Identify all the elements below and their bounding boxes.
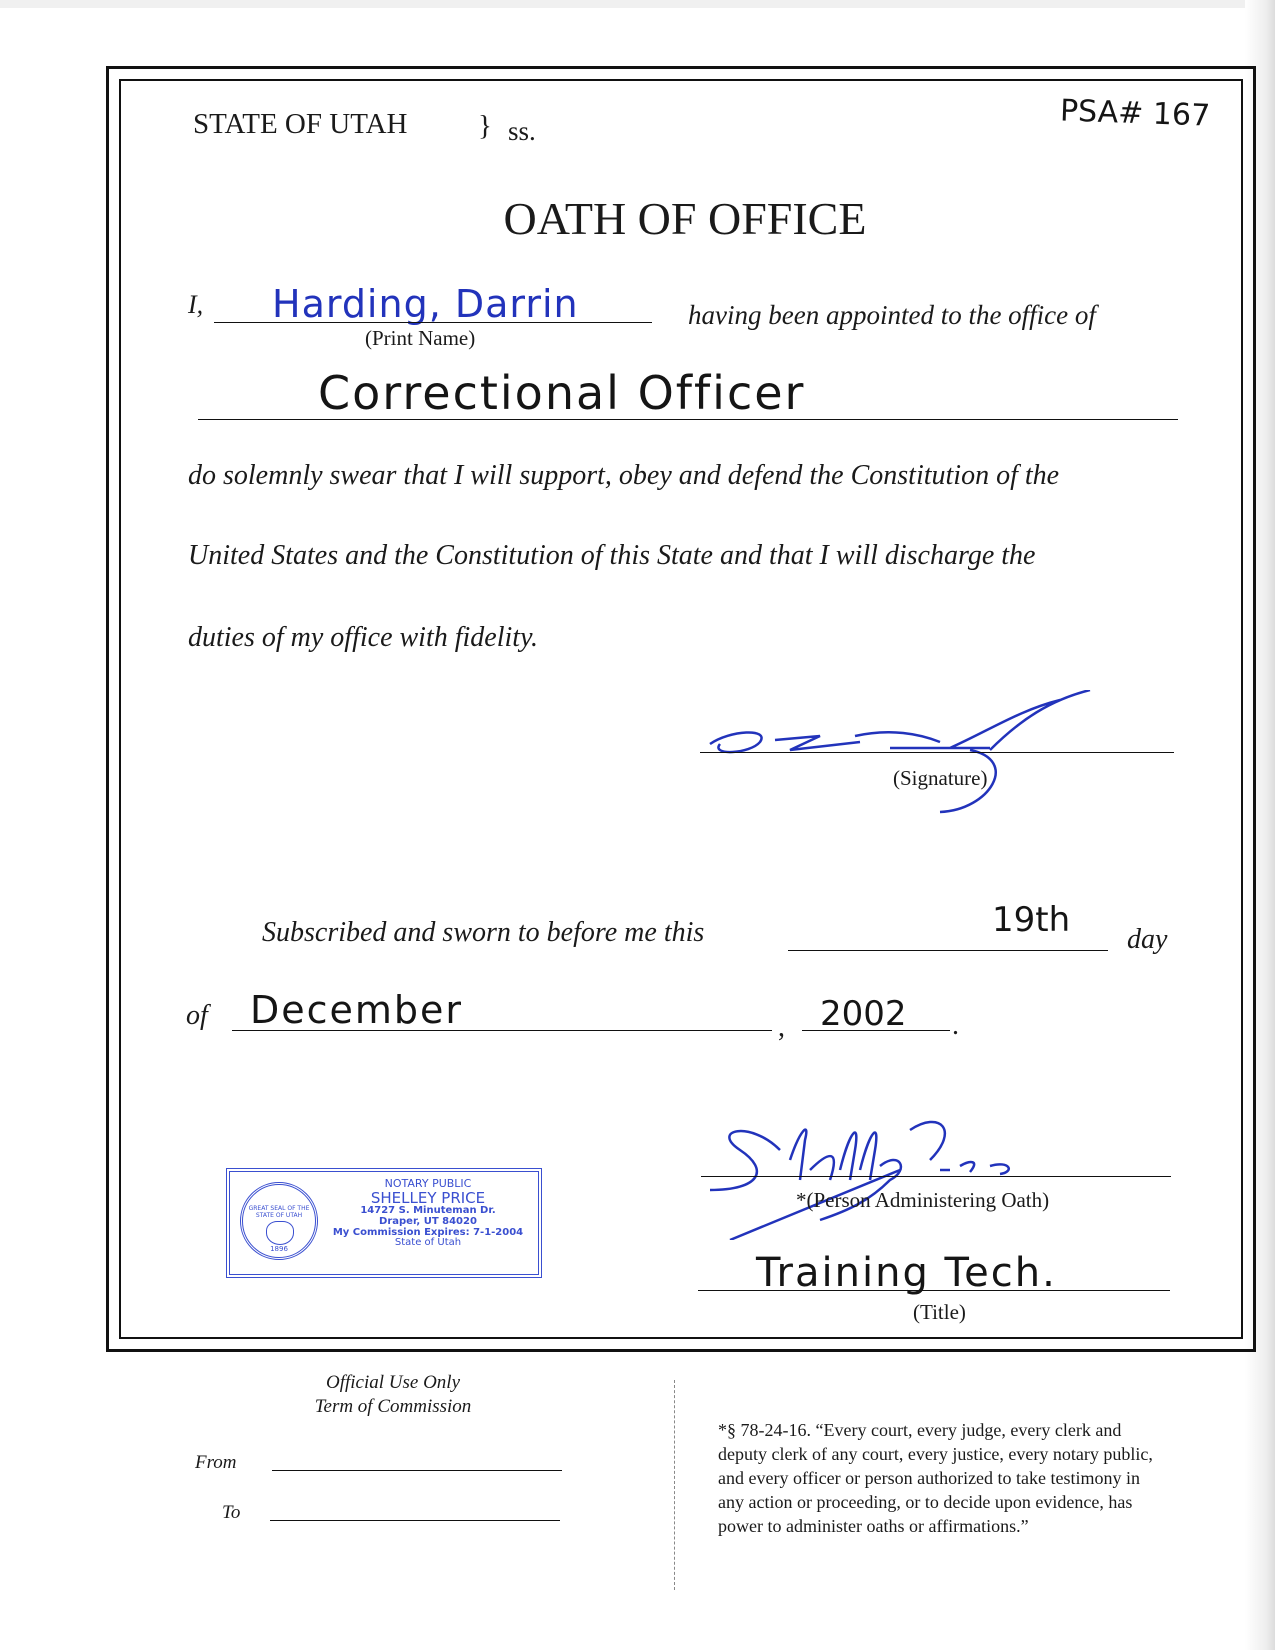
print-name-line: [214, 322, 652, 323]
page-title: OATH OF OFFICE: [503, 193, 867, 244]
to-label: To: [222, 1502, 241, 1523]
stamp-line-3: 14727 S. Minuteman Dr.: [360, 1205, 496, 1217]
venue-brace: }: [478, 110, 492, 142]
footnote-line-3: and every officer or person authorized to take testimony in: [718, 1468, 1141, 1488]
office-line: [198, 419, 1178, 420]
footnote-line-4: any action or proceeding, or to decide upon evidence, has: [718, 1492, 1133, 1512]
footnote-line-5: power to administer oaths or affirmations.”: [718, 1516, 1029, 1536]
to-field[interactable]: [270, 1520, 560, 1521]
of-label: of: [186, 1000, 208, 1031]
year-line: [802, 1030, 950, 1031]
day-line: [788, 950, 1108, 951]
seal-emblem-icon: [266, 1221, 294, 1245]
stamp-line-4: Draper, UT 84020: [379, 1215, 477, 1227]
office-value: Correctional Officer: [318, 366, 806, 420]
stamp-line-1: NOTARY PUBLIC: [384, 1177, 472, 1190]
scan-top-edge: [0, 0, 1275, 8]
title-value: Training Tech.: [756, 1250, 1057, 1296]
statute-footnote: [718, 1418, 1153, 1538]
seal-text: GREAT SEAL OF THE STATE OF UTAH: [248, 1205, 310, 1219]
officer-signature: [690, 690, 1160, 820]
signature-line: [700, 752, 1174, 753]
ss-label: ss.: [508, 116, 536, 146]
oath-body-line-3: duties of my office with fidelity.: [188, 622, 538, 653]
stamp-line-6: State of Utah: [394, 1237, 462, 1249]
title-line: [698, 1290, 1170, 1291]
i-label: I,: [188, 290, 204, 319]
footnote-line-1: *§ 78-24-16. “Every court, every judge, every clerk and: [718, 1420, 1122, 1440]
month-comma: ,: [778, 1012, 785, 1043]
footnote-line-2: deputy clerk of any court, every justice, every notary public,: [718, 1444, 1153, 1464]
day-value: 19th: [992, 900, 1071, 940]
day-label: day: [1127, 924, 1168, 955]
footer-divider: [674, 1380, 675, 1590]
seal-year: 1896: [270, 1245, 288, 1253]
year-period: .: [952, 1010, 959, 1041]
printed-name: Harding, Darrin: [272, 282, 579, 326]
notary-stamp: [226, 1168, 542, 1278]
stamp-line-2: SHELLEY PRICE: [370, 1188, 486, 1207]
administrator-line: [701, 1176, 1171, 1177]
from-field[interactable]: [272, 1470, 562, 1471]
year-value: 2002: [820, 994, 907, 1034]
administrator-signature: [670, 1110, 1090, 1240]
oath-body-line-1: do solemnly swear that I will support, obey and defend the Constitution of the: [188, 460, 1060, 491]
print-name-caption: (Print Name): [365, 326, 476, 350]
state-seal: [240, 1182, 318, 1260]
subscribed-text: Subscribed and sworn to before me this: [262, 917, 705, 948]
form-number: PSA# 167: [1059, 93, 1211, 134]
month-value: December: [250, 988, 464, 1032]
term-heading: Term of Commission: [314, 1396, 472, 1417]
title-caption: (Title): [913, 1300, 966, 1324]
stamp-text: [322, 1178, 534, 1249]
state-label: STATE OF UTAH: [193, 108, 408, 140]
official-use-heading: Official Use Only: [325, 1372, 461, 1393]
from-label: From: [195, 1452, 237, 1473]
stamp-line-5: My Commission Expires: 7-1-2004: [332, 1226, 524, 1238]
appointed-text: having been appointed to the office of: [688, 300, 1096, 330]
oath-body-line-2: United States and the Constitution of this State and that I will discharge the: [188, 540, 1036, 571]
month-line: [232, 1030, 772, 1031]
administrator-caption: *(Person Administering Oath): [796, 1188, 1050, 1212]
signature-caption: (Signature): [893, 766, 988, 790]
